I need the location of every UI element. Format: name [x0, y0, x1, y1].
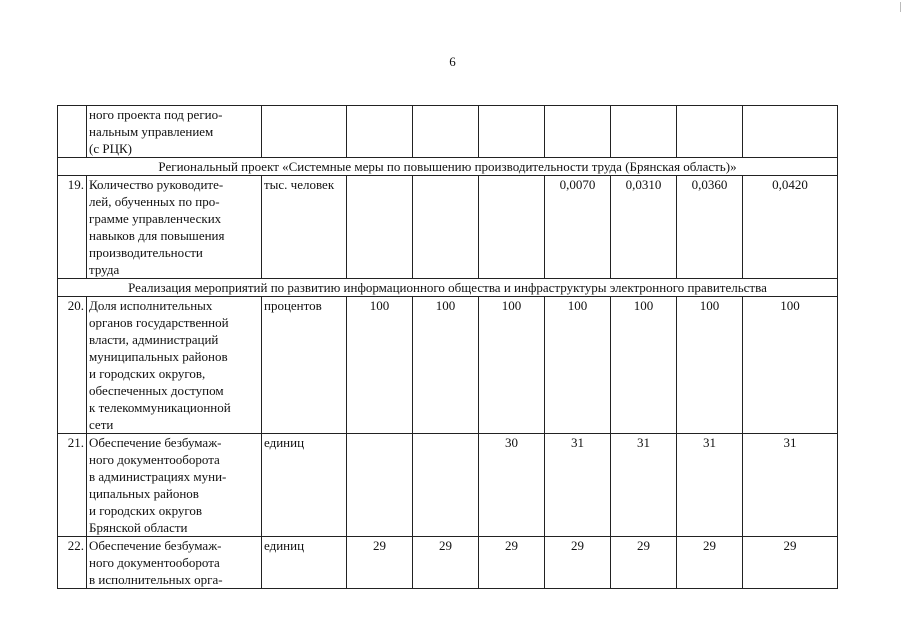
indicator-name	[87, 106, 262, 158]
value-cell: 0,0360	[677, 176, 743, 279]
indicator-line: грамме управленческих	[89, 211, 222, 226]
section-header-row	[58, 279, 838, 297]
value-cell: 29	[413, 537, 479, 589]
table-row	[58, 434, 838, 537]
indicator-line: ного проекта под регио-	[89, 107, 223, 122]
indicator-line: (с РЦК)	[89, 141, 132, 156]
value-cell: 30	[479, 434, 545, 537]
indicator-line: Обеспечение безбумаж-	[89, 538, 222, 553]
indicator-line: навыков для повышения	[89, 228, 225, 243]
indicator-name	[87, 537, 262, 589]
indicator-line: сети	[89, 417, 114, 432]
value-cell	[347, 176, 413, 279]
value-cell	[545, 106, 611, 158]
indicator-line: нальным управлением	[89, 124, 214, 139]
table-row	[58, 106, 838, 158]
unit-of-measure: тыс. человек	[262, 176, 347, 279]
section-title: Региональный проект «Системные меры по повышению производительности труда (Брянская область)»	[58, 158, 838, 176]
indicator-line: власти, администраций	[89, 332, 219, 347]
unit-of-measure	[262, 106, 347, 158]
value-cell	[413, 434, 479, 537]
indicator-line: и городских округов,	[89, 366, 206, 381]
value-cell	[479, 106, 545, 158]
page-number: 6	[449, 54, 456, 69]
value-cell: 100	[611, 297, 677, 434]
indicator-line: в администрациях муни-	[89, 469, 227, 484]
indicator-line: в исполнительных орга-	[89, 572, 223, 587]
value-cell: 31	[545, 434, 611, 537]
indicator-line: труда	[89, 262, 120, 277]
value-cell	[743, 106, 838, 158]
indicator-line: Количество руководите-	[89, 177, 224, 192]
value-cell: 100	[743, 297, 838, 434]
value-cell: 29	[743, 537, 838, 589]
value-cell: 29	[347, 537, 413, 589]
row-number	[58, 106, 87, 158]
indicator-line: ципальных районов	[89, 486, 199, 501]
unit-of-measure: процентов	[262, 297, 347, 434]
value-cell: 29	[545, 537, 611, 589]
table-row	[58, 537, 838, 589]
indicator-name	[87, 297, 262, 434]
indicator-line: Доля исполнительных	[89, 298, 213, 313]
indicator-line: обеспеченных доступом	[89, 383, 224, 398]
value-cell: 0,0310	[611, 176, 677, 279]
value-cell	[611, 106, 677, 158]
indicator-name	[87, 176, 262, 279]
indicator-name	[87, 434, 262, 537]
indicator-line: к телекоммуникационной	[89, 400, 231, 415]
value-cell: 100	[347, 297, 413, 434]
value-cell: 29	[479, 537, 545, 589]
value-cell	[413, 176, 479, 279]
value-cell: 29	[611, 537, 677, 589]
scan-edge-mark	[900, 2, 901, 12]
indicator-line: производительности	[89, 245, 203, 260]
indicator-line: Брянской области	[89, 520, 188, 535]
value-cell: 31	[743, 434, 838, 537]
value-cell: 0,0420	[743, 176, 838, 279]
value-cell	[479, 176, 545, 279]
indicator-line: лей, обученных по про-	[89, 194, 220, 209]
value-cell: 100	[479, 297, 545, 434]
unit-of-measure: единиц	[262, 537, 347, 589]
value-cell	[347, 434, 413, 537]
value-cell: 100	[545, 297, 611, 434]
table-row	[58, 297, 838, 434]
value-cell	[413, 106, 479, 158]
row-number: 19.	[58, 176, 87, 279]
table-row	[58, 176, 838, 279]
row-number: 22.	[58, 537, 87, 589]
value-cell	[677, 106, 743, 158]
unit-of-measure: единиц	[262, 434, 347, 537]
value-cell: 29	[677, 537, 743, 589]
row-number: 20.	[58, 297, 87, 434]
indicator-line: и городских округов	[89, 503, 203, 518]
value-cell: 100	[677, 297, 743, 434]
indicator-line: ного документооборота	[89, 555, 220, 570]
value-cell: 31	[677, 434, 743, 537]
indicator-table	[57, 105, 838, 589]
indicator-line: ного документооборота	[89, 452, 220, 467]
value-cell: 100	[413, 297, 479, 434]
indicator-line: муниципальных районов	[89, 349, 228, 364]
indicator-line: органов государственной	[89, 315, 229, 330]
value-cell	[347, 106, 413, 158]
value-cell: 0,0070	[545, 176, 611, 279]
indicator-line: Обеспечение безбумаж-	[89, 435, 222, 450]
section-title: Реализация мероприятий по развитию информационного общества и инфраструктуры электронного правительства	[58, 279, 838, 297]
value-cell: 31	[611, 434, 677, 537]
row-number: 21.	[58, 434, 87, 537]
section-header-row	[58, 158, 838, 176]
